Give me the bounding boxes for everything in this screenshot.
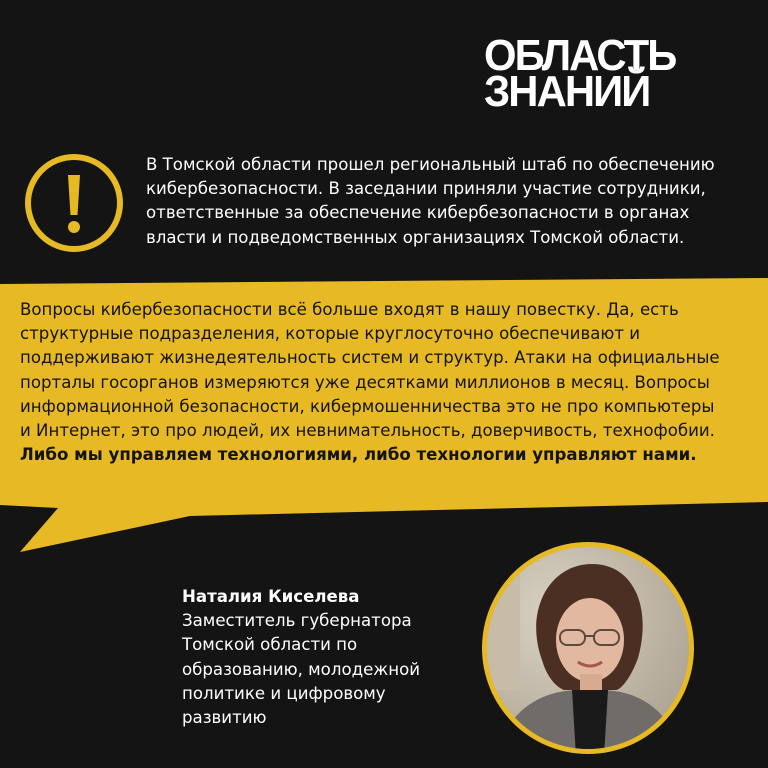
speaker-role: Заместитель губернатора Томской области по образованию, молодежной политике и цифровому развитию [182, 611, 421, 728]
logo-line-1: ОБЛАСТЬ [484, 31, 676, 80]
logo-line-2: ЗНАНИЙ [484, 67, 650, 116]
quote-text [20, 298, 720, 467]
speaker-name: Наталия Киселева [182, 587, 360, 606]
intro-text: В Томской области прошел региональный штаб по обеспечению кибербезопасности. В заседании приняли участие сотрудники, ответственные за обеспечение кибербезопасности в органах власти и подведомственных организациях Томской области. [146, 155, 715, 247]
quote-body: Вопросы кибербезопасности всё больше входят в нашу повестку. Да, есть структурные подразделения, которые круглосуточно обеспечивают и поддерживают жизнедеятельность систем и структур. Атаки на официальные порталы госорганов измеряются уже десятками миллионов в месяц. Вопросы информационной безопасности, кибермошенничества это не про компьютеры и Интернет, это про людей, их невнимательность, доверчивость, технофобии. [20, 300, 720, 441]
quote-bold: Либо мы управляем технологиями, либо технологии управляют нами. [20, 445, 697, 465]
speaker-block [182, 585, 472, 730]
speaker-photo [480, 540, 696, 756]
